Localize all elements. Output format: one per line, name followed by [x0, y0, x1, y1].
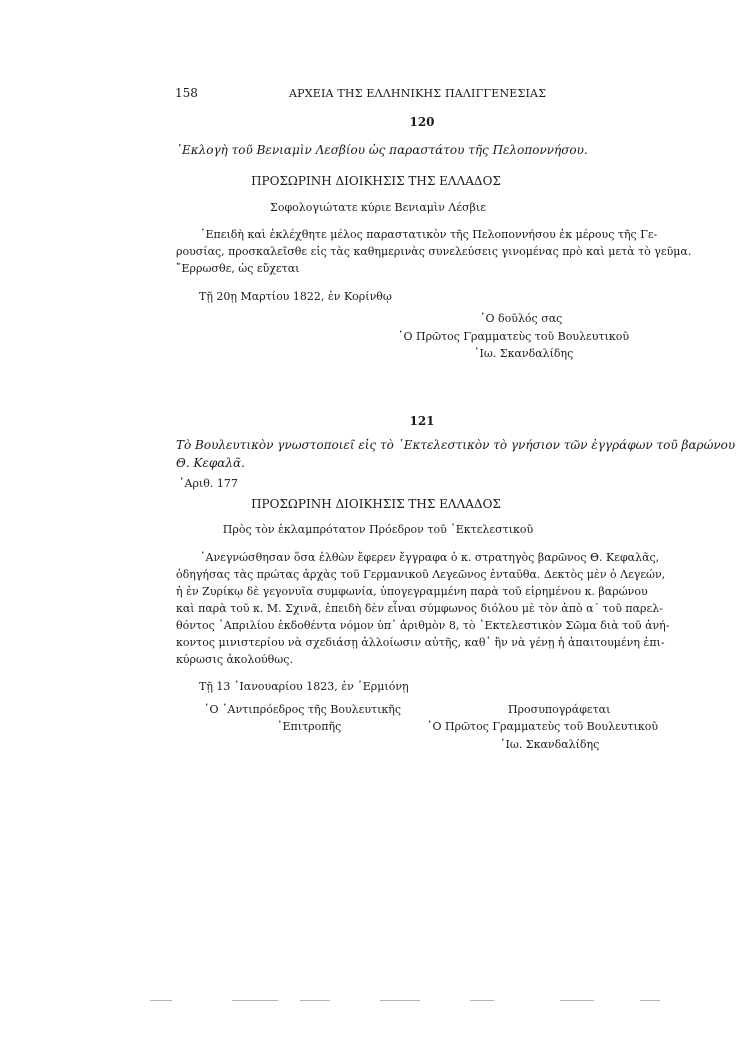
scan-artifact [150, 1000, 172, 1001]
issuing-authority: ΠΡΟΣΩΡΙΝΗ ΔΙΟΙΚΗΣΙΣ ΤΗΣ ΕΛΛΑΔΟΣ [251, 174, 501, 188]
document-number: 121 [409, 414, 435, 428]
document-summary: Θ. Κεφαλᾶ. [176, 456, 245, 470]
page-number: 158 [175, 86, 198, 100]
signature-line: ῾Ο Πρῶτος Γραμματεὺς τοῦ Βουλευτικοῦ [398, 330, 630, 343]
scan-artifact [640, 1000, 660, 1001]
scan-artifact [470, 1000, 494, 1001]
scan-artifact [560, 1000, 594, 1001]
body-line: καὶ παρὰ τοῦ κ. Μ. Σχινᾶ, ἐπειδὴ δὲν εἶναι σύμφωνος διόλου μὲ τὸν ἀπὸ α´ τοῦ παρελ- [176, 602, 663, 615]
scan-artifact [300, 1000, 330, 1001]
document-number: 120 [409, 115, 435, 129]
date-line: Τῇ 13 ᾿Ιανουαρίου 1823, ἐν ῾Ερμιόνῃ [199, 680, 409, 693]
body-line: ἡ ἐν Ζυρίκῳ δὲ γεγονυῖα συμφωνία, ὑπογεγραμμένη παρὰ τοῦ εἰρημένου κ. βαρώνου [176, 585, 648, 598]
body-line: κοντος μινιστερίου νὰ σχεδιάσῃ ἀλλοίωσιν αὐτῆς, καθ᾿ ἣν νὰ γένῃ ἡ ἀπαιτουμένη ἐπι- [176, 636, 665, 649]
left-signature-line: ᾿Επιτροπῆς [277, 720, 342, 733]
body-line: ρουσίας, προσκαλεῖσθε εἰς τὰς καθημερινὰς συνελεύσεις γινομένας πρὸ καὶ μετὰ τὸ γεῦμα. [176, 245, 692, 258]
signature-line: ῾Ο δοῦλός σας [480, 312, 563, 325]
body-line: θόντος ᾿Απριλίου ἐκδοθέντα νόμον ὑπ᾿ ἀριθμὸν 8, τὸ ᾿Εκτελεστικὸν Σῶμα διὰ τοῦ ἀνή- [176, 619, 670, 632]
right-signature-line: Προσυπογράφεται [508, 703, 611, 716]
protocol-number: ᾿Αριθ. 177 [179, 477, 238, 490]
scan-artifact [380, 1000, 420, 1001]
body-line: ῎Ερρωσθε, ὡς εὔχεται [176, 262, 300, 275]
issuing-authority: ΠΡΟΣΩΡΙΝΗ ΔΙΟΙΚΗΣΙΣ ΤΗΣ ΕΛΛΑΔΟΣ [251, 497, 501, 511]
right-signature-line: ῾Ο Πρῶτος Γραμματεὺς τοῦ Βουλευτικοῦ [427, 720, 659, 733]
scan-artifact [232, 1000, 278, 1001]
body-line: ᾿Ανεγνώσθησαν ὅσα ἐλθὼν ἔφερεν ἔγγραφα ὁ κ. στρατηγὸς βαρῶνος Θ. Κεφαλᾶς, [200, 551, 660, 564]
body-line: κύρωσις ἀκολούθως. [176, 653, 293, 666]
signature-line: ᾿Ιω. Σκανδαλίδης [474, 347, 574, 360]
addressee: Πρὸς τὸν ἐκλαμπρότατον Πρόεδρον τοῦ ᾿Εκτελεστικοῦ [222, 523, 534, 536]
document-summary: Τὸ Βουλευτικὸν γνωστοποιεῖ εἰς τὸ ᾿Εκτελεστικὸν τὸ γνήσιον τῶν ἐγγράφων τοῦ βαρώνου [176, 438, 736, 452]
date-line: Τῇ 20ῃ Μαρτίου 1822, ἐν Κορίνθῳ [199, 290, 392, 303]
body-line: ὁδηγήσας τὰς πρώτας ἀρχὰς τοῦ Γερμανικοῦ Λεγεῶνος ἐνταῦθα. Δεκτὸς μὲν ὁ Λεγεών, [176, 568, 666, 581]
left-signature-line: ῾Ο ᾿Αντιπρόεδρος τῆς Βουλευτικῆς [204, 703, 402, 716]
body-line: ᾿Επειδὴ καὶ ἐκλέχθητε μέλος παραστατικὸν τῆς Πελοποννήσου ἐκ μέρους τῆς Γε- [200, 228, 658, 241]
salutation: Σοφολογιώτατε κύριε Βενιαμὶν Λέσβιε [270, 201, 486, 214]
right-signature-line: ᾿Ιω. Σκανδαλίδης [500, 738, 600, 751]
running-title: ΑΡΧΕΙΑ ΤΗΣ ΕΛΛΗΝΙΚΗΣ ΠΑΛΙΓΓΕΝΕΣΙΑΣ [289, 87, 547, 100]
document-summary: ᾿Εκλογὴ τοῦ Βενιαμὶν Λεσβίου ὡς παραστάτου τῆς Πελοποννήσου. [176, 143, 588, 157]
